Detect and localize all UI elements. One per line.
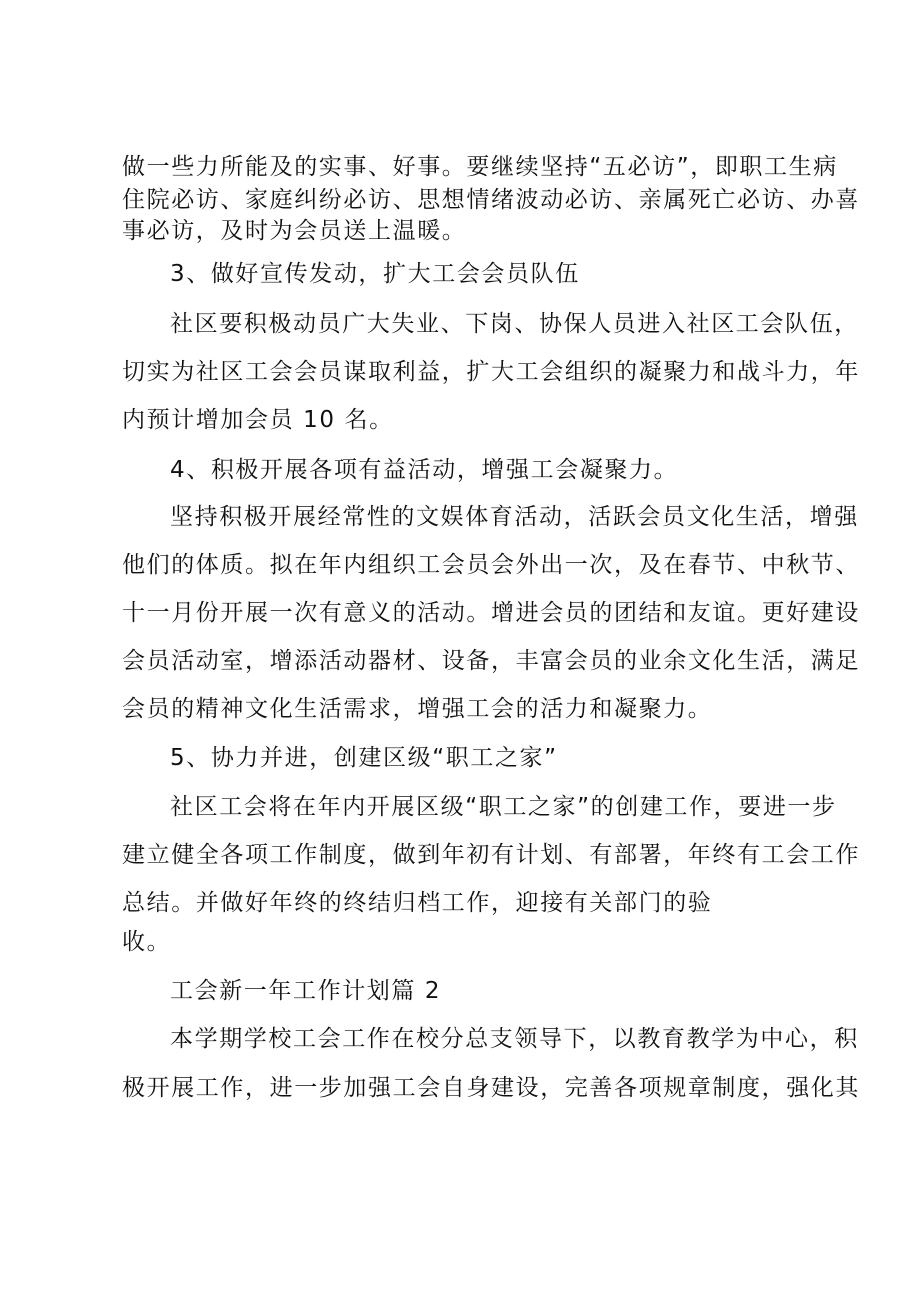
paragraph-line: 十一月份开展一次有意义的活动。增进会员的团结和友谊。更好建设 [122, 600, 860, 626]
paragraph-line: 建立健全各项工作制度，做到年初有计划、有部署，年终有工会工作 [122, 842, 860, 868]
paragraph-line: 住院必访、家庭纠纷必访、思想情绪波动必访、亲属死亡必访、办喜 [122, 187, 860, 213]
paragraph-line: 极开展工作，进一步加强工会自身建设，完善各项规章制度，强化其 [122, 1075, 860, 1101]
section-heading: 4、积极开展各项有益活动，增强工会凝聚力。 [170, 457, 679, 483]
paragraph-line: 社区工会将在年内开展区级“职工之家”的创建工作，要进一步 [170, 794, 837, 820]
paragraph-line: 收。 [122, 929, 172, 955]
paragraph-line: 做一些力所能及的实事、好事。要继续坚持“五必访”，即职工生病 [122, 154, 838, 180]
paragraph-line: 事必访，及时为会员送上温暖。 [122, 218, 467, 244]
paragraph-line: 切实为社区工会会员谋取利益，扩大工会组织的凝聚力和战斗力，年 [122, 359, 860, 385]
section-heading: 5、协力并进，创建区级“职工之家” [170, 745, 558, 771]
paragraph-line: 他们的体质。拟在年内组织工会员会外出一次，及在春节、中秋节、 [122, 552, 860, 578]
paragraph-line: 内预计增加会员 10 名。 [122, 407, 394, 433]
section-heading: 3、做好宣传发动，扩大工会会员队伍 [170, 261, 580, 287]
article-title: 工会新一年工作计划篇 2 [170, 978, 442, 1004]
paragraph-line: 总结。并做好年终的终结归档工作，迎接有关部门的验 [122, 890, 713, 916]
paragraph-line: 会员的精神文化生活需求，增强工会的活力和凝聚力。 [122, 696, 713, 722]
paragraph-line: 会员活动室，增添活动器材、设备，丰富会员的业余文化生活，满足 [122, 648, 860, 674]
paragraph-line: 本学期学校工会工作在校分总支领导下，以教育教学为中心，积 [170, 1026, 859, 1052]
paragraph-line: 坚持积极开展经常性的文娱体育活动，活跃会员文化生活，增强 [170, 504, 859, 530]
paragraph-line: 社区要积极动员广大失业、下岗、协保人员进入社区工会队伍， [170, 311, 859, 337]
